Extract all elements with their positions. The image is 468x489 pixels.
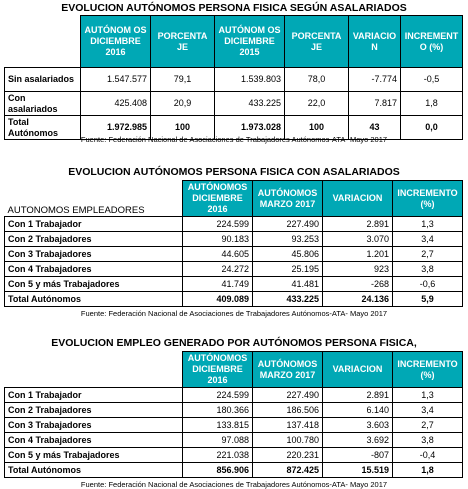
table1-source: Fuente: Federación Nacional de Asociaciones de Trabajadores Autónomos-ATA- Mayo 2017: [80, 135, 388, 144]
cell: 2,7: [393, 247, 463, 262]
table1-header: AUTÓNOM OS DICIEMBRE 2015: [215, 16, 285, 68]
table2-source: Fuente: Federación Nacional de Asociaciones de Trabajadores Autónomos-ATA- Mayo 2017: [80, 309, 388, 318]
cell: 24.136: [323, 292, 393, 307]
cell: 25.195: [253, 262, 323, 277]
row-label: Total Autónomos: [5, 292, 183, 307]
table1-header: INCREMENT O (%): [401, 16, 463, 68]
row-label: Con 1 Trabajador: [5, 388, 183, 403]
cell: 3,8: [393, 262, 463, 277]
cell: -268: [323, 277, 393, 292]
table3-header: VARIACION: [323, 352, 393, 388]
row-label: Con 5 y más Trabajadores: [5, 448, 183, 463]
table-row: [5, 68, 463, 92]
cell: 93.253: [253, 232, 323, 247]
cell: 227.490: [253, 217, 323, 232]
table-row: [5, 403, 463, 418]
cell: 3.603: [323, 418, 393, 433]
row-label: Con 4 Trabajadores: [5, 433, 183, 448]
cell: -0,4: [393, 448, 463, 463]
cell: 43: [349, 116, 401, 140]
cell: 24.272: [183, 262, 253, 277]
table2-header-row: [5, 181, 463, 217]
table-row: [5, 448, 463, 463]
cell: 6.140: [323, 403, 393, 418]
table2-title: EVOLUCION AUTÓNOMOS PERSONA FISICA CON ASALARIADOS: [68, 166, 400, 178]
table2: [4, 180, 463, 307]
cell: 1,3: [393, 388, 463, 403]
cell: 224.599: [183, 388, 253, 403]
cell: 100.780: [253, 433, 323, 448]
table-row: [5, 418, 463, 433]
cell: 1.201: [323, 247, 393, 262]
cell: -0,5: [401, 68, 463, 92]
table3: [4, 351, 463, 478]
cell: 78,0: [285, 68, 349, 92]
table1-header: VARIACIO N: [349, 16, 401, 68]
table3-header: INCREMENTO (%): [393, 352, 463, 388]
table3-title: EVOLUCION EMPLEO GENERADO POR AUTÓNOMOS PERSONA FISICA,: [51, 337, 417, 349]
cell: -0,6: [393, 277, 463, 292]
cell: 923: [323, 262, 393, 277]
cell: 1.547.577: [81, 68, 151, 92]
cell: -7.774: [349, 68, 401, 92]
table3-source: Fuente: Federación Nacional de Asociaciones de Trabajadores Autónomos-ATA- Mayo 2017: [80, 480, 388, 489]
cell: 1.972.985: [81, 116, 151, 140]
table3-corner: [5, 352, 183, 388]
cell: 433.225: [253, 292, 323, 307]
cell: 100: [285, 116, 349, 140]
row-label: Con 4 Trabajadores: [5, 262, 183, 277]
cell: 220.231: [253, 448, 323, 463]
cell: 41.749: [183, 277, 253, 292]
cell: 3.692: [323, 433, 393, 448]
row-label: Con 1 Trabajador: [5, 217, 183, 232]
table1: [4, 15, 463, 140]
table-row: [5, 262, 463, 277]
cell: 137.418: [253, 418, 323, 433]
cell: 5,9: [393, 292, 463, 307]
table3-header: AUTÓNOMOS MARZO 2017: [253, 352, 323, 388]
table-row: [5, 247, 463, 262]
cell: 224.599: [183, 217, 253, 232]
cell: 22,0: [285, 92, 349, 116]
cell: 221.038: [183, 448, 253, 463]
cell: 0,0: [401, 116, 463, 140]
cell: 1,8: [393, 463, 463, 478]
table2-header: AUTÓNOMOS DICIEMBRE 2016: [183, 181, 253, 217]
cell: 1,3: [393, 217, 463, 232]
cell: 409.089: [183, 292, 253, 307]
table2-header: INCREMENTO (%): [393, 181, 463, 217]
table-row: [5, 388, 463, 403]
cell: 79,1: [151, 68, 215, 92]
row-label: Con 3 Trabajadores: [5, 418, 183, 433]
table-row: [5, 92, 463, 116]
cell: 133.815: [183, 418, 253, 433]
cell: 2.891: [323, 217, 393, 232]
table1-title: EVOLUCION AUTÓNOMOS PERSONA FISICA SEGÚN ASALARIADOS: [61, 2, 407, 14]
table1-header-row: [5, 16, 463, 68]
table3-header-row: [5, 352, 463, 388]
cell: 227.490: [253, 388, 323, 403]
table1-header: PORCENTA JE: [285, 16, 349, 68]
cell: 20,9: [151, 92, 215, 116]
row-label: Con 5 y más Trabajadores: [5, 277, 183, 292]
cell: 425.408: [81, 92, 151, 116]
cell: 3.070: [323, 232, 393, 247]
cell: 3,4: [393, 403, 463, 418]
table1-header: AUTÓNOM OS DICIEMBRE 2016: [81, 16, 151, 68]
cell: 41.481: [253, 277, 323, 292]
row-label: Con 2 Trabajadores: [5, 403, 183, 418]
cell: 3,8: [393, 433, 463, 448]
table1-header: PORCENTA JE: [151, 16, 215, 68]
row-label: Total Autónomos: [5, 116, 81, 140]
row-label: Sin asalariados: [5, 68, 81, 92]
table-row: [5, 277, 463, 292]
cell: 97.088: [183, 433, 253, 448]
table1-corner: [5, 16, 81, 68]
row-label: Total Autónomos: [5, 463, 183, 478]
row-label: Con 3 Trabajadores: [5, 247, 183, 262]
cell: 872.425: [253, 463, 323, 478]
cell: 100: [151, 116, 215, 140]
cell: 1,8: [401, 92, 463, 116]
table2-header: VARIACION: [323, 181, 393, 217]
cell: 15.519: [323, 463, 393, 478]
row-label: Con asalariados: [5, 92, 81, 116]
cell: 1.539.803: [215, 68, 285, 92]
cell: 186.506: [253, 403, 323, 418]
table-row: [5, 232, 463, 247]
table-row: [5, 217, 463, 232]
cell: 90.183: [183, 232, 253, 247]
table-row-total: [5, 463, 463, 478]
table-row: [5, 433, 463, 448]
row-label: Con 2 Trabajadores: [5, 232, 183, 247]
cell: 3,4: [393, 232, 463, 247]
cell: 44.605: [183, 247, 253, 262]
cell: 7.817: [349, 92, 401, 116]
cell: 2,7: [393, 418, 463, 433]
cell: 180.366: [183, 403, 253, 418]
table2-header: AUTÓNOMOS MARZO 2017: [253, 181, 323, 217]
table-row-total: [5, 292, 463, 307]
cell: 2.891: [323, 388, 393, 403]
cell: 45.806: [253, 247, 323, 262]
cell: 433.225: [215, 92, 285, 116]
cell: 856.906: [183, 463, 253, 478]
table2-corner-label: AUTONOMOS EMPLEADORES: [7, 205, 145, 216]
table3-header: AUTÓNOMOS DICIEMBRE 2016: [183, 352, 253, 388]
cell: -807: [323, 448, 393, 463]
cell: 1.973.028: [215, 116, 285, 140]
